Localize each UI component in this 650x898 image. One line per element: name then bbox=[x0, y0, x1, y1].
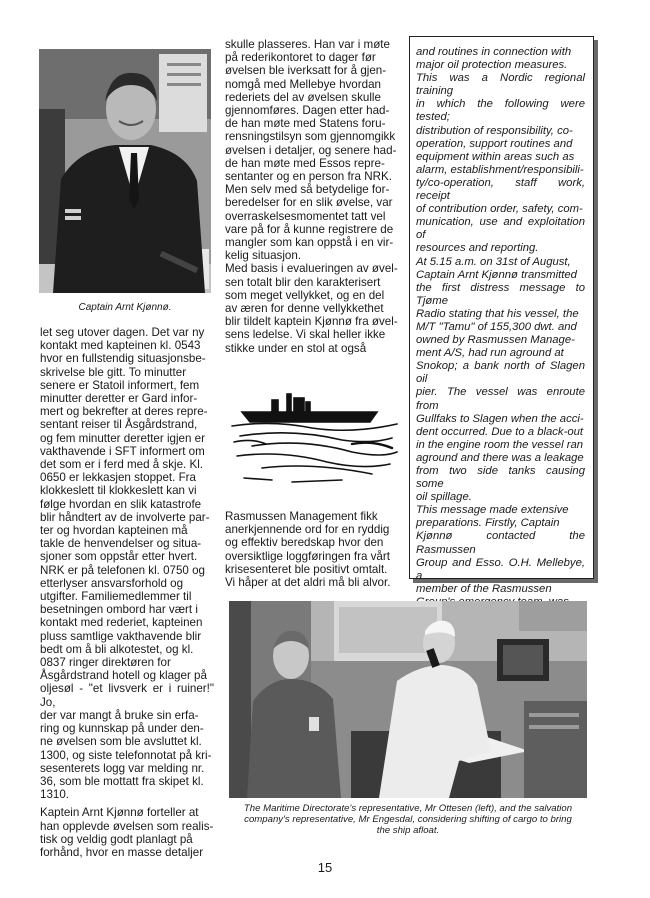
captain-photo bbox=[39, 49, 211, 293]
bottom-photo bbox=[229, 601, 587, 798]
tanker-drawing bbox=[232, 382, 402, 487]
middle-column-paragraph-1: skulle plasseres. Han var i møte på rederikontoret to dager før øvelsen ble iverksatt for å gjen- nomgå med Mellebye hvordan rederiets del av øvelsen skulle gjennomføres. Dagen etter had- de han møte med Statens foru- rensningstilsyn som gjennomgikk øvelsen i detaljer, og senere had- de han møte med Essos repre- sentanter og en person fra NRK. Men selv med så betydelige for- beredelser for en slik øvelse, var overraskelsesmomentet tatt vel vare på for å kunne registrere de mangler som kan oppstå i en vir- kelig situasjon. bbox=[225, 38, 397, 263]
middle-column-text bbox=[225, 38, 400, 355]
middle-column-closing bbox=[225, 510, 400, 589]
captain-photo-caption: Captain Arnt Kjønnø. bbox=[78, 302, 172, 313]
left-column-paragraph-1: let seg utover dagen. Det var ny kontakt med kapteinen kl. 0543 hvor en fullstendig situasjonsbe- skrivelse ble gitt. To minutter senere er Statoil informert, fem minutter deretter er Gard infor- mert og bekrefter at deres repre- sentant reiser til Åsgårdstrand, og fem minutter deretter igjen er vakthavende i SFT informert om det som er i ferd med å skje. Kl. 0650 er lekkasjen stoppet. Fra klokkeslett til klokkeslett kan vi følge hvordan en slik katastrofe blir håndtert av de involverte par- ter og hvordan kapteinen må takle de henvendelser og situa- sjoner som oppstår etter hvert. NRK er på telefonen kl. 0750 og etterlyser ansvarsforhold og utgifter. Familiemedlemmer til besetningen ombord har vært i kontakt med rederiet, kapteinen pluss samtlige vakthavende blir bedt om å bli alkotestet, og kl. 0837 ringer direktøren for Åsgårdstrand hotell og klager på oljesøl - "et livsverk er i ruiner!" Jo, der var mangt å bruke sin erfa- ring og kunnskap på under den- ne øvelsen som ble avsluttet kl. 1300, og siste telefonnotat på kri- sesenterets logg var melding nr. 36, som ble mottatt fra skipet kl. 1310. bbox=[40, 326, 214, 802]
page-number: 15 bbox=[317, 860, 333, 875]
left-column-paragraph-2: Kaptein Arnt Kjønnø forteller at han opplevde øvelsen som realis- tisk og veldig godt planlagt på forhånd, hvor en masse detaljer bbox=[40, 806, 214, 859]
english-summary-box bbox=[409, 36, 594, 595]
bottom-photo-illustration bbox=[229, 601, 587, 798]
left-column-text bbox=[40, 326, 214, 859]
bottom-photo-caption: The Maritime Directorate's representative, Mr Ottesen (left), and the salvation company's representative, Mr Engesdal, considering shifting of cargo to bring the ship afloat. bbox=[243, 803, 573, 836]
oil-spill-sketch bbox=[232, 382, 402, 487]
middle-column-paragraph-2: Med basis i evalueringen av øvel- sen totalt blir den karakterisert som meget vellykket, og en del av æren for denne vellykkethet blir tildelt kaptein Kjønnø fra øvel- sens ledelse. Vi skal heller ikke stikke under en stol at også bbox=[225, 262, 398, 355]
middle-column-paragraph-3: Rasmussen Management fikk anerkjennende ord for en ryddig og effektiv beredskap hvor den oversiktlige loggføringen fra vårt krisesenteret ble positivt omtalt. Vi håper at det aldri må bli alvor. bbox=[225, 510, 391, 590]
english-summary-text: and routines in connection with major oil protection measures. This was a Nordic regional training in which the following were tested; distribution of responsibility, co- operation, support routines and equipment within areas such as alarm, establishment/responsibili- ty/co-operation, staff work, receipt of contribution order, safety, com- munication, use and exploitation of resources and reporting. At 5.15 a.m. on 31st of August, Captain Arnt Kjønnø transmitted the first distress message to Tjøme Radio stating that his vessel, the M/T "Tamu" of 155,300 dwt. and owned by Rasmussen Manage- ment A/S, had run aground at Snokop; a bank north of Slagen oil pier. The vessel was enroute from Gullfaks to Slagen when the acci- dent occurred. Due to a black-out in the engine room the vessel ran aground and there was a leakage from two side tanks causing some oil spillage. This message made extensive preparations. Firstly, Captain Kjønnø contacted the Rasmussen Group and Esso. O.H. Mellebye, a member of the Rasmussen bbox=[416, 46, 585, 595]
captain-photo-illustration bbox=[39, 49, 211, 293]
